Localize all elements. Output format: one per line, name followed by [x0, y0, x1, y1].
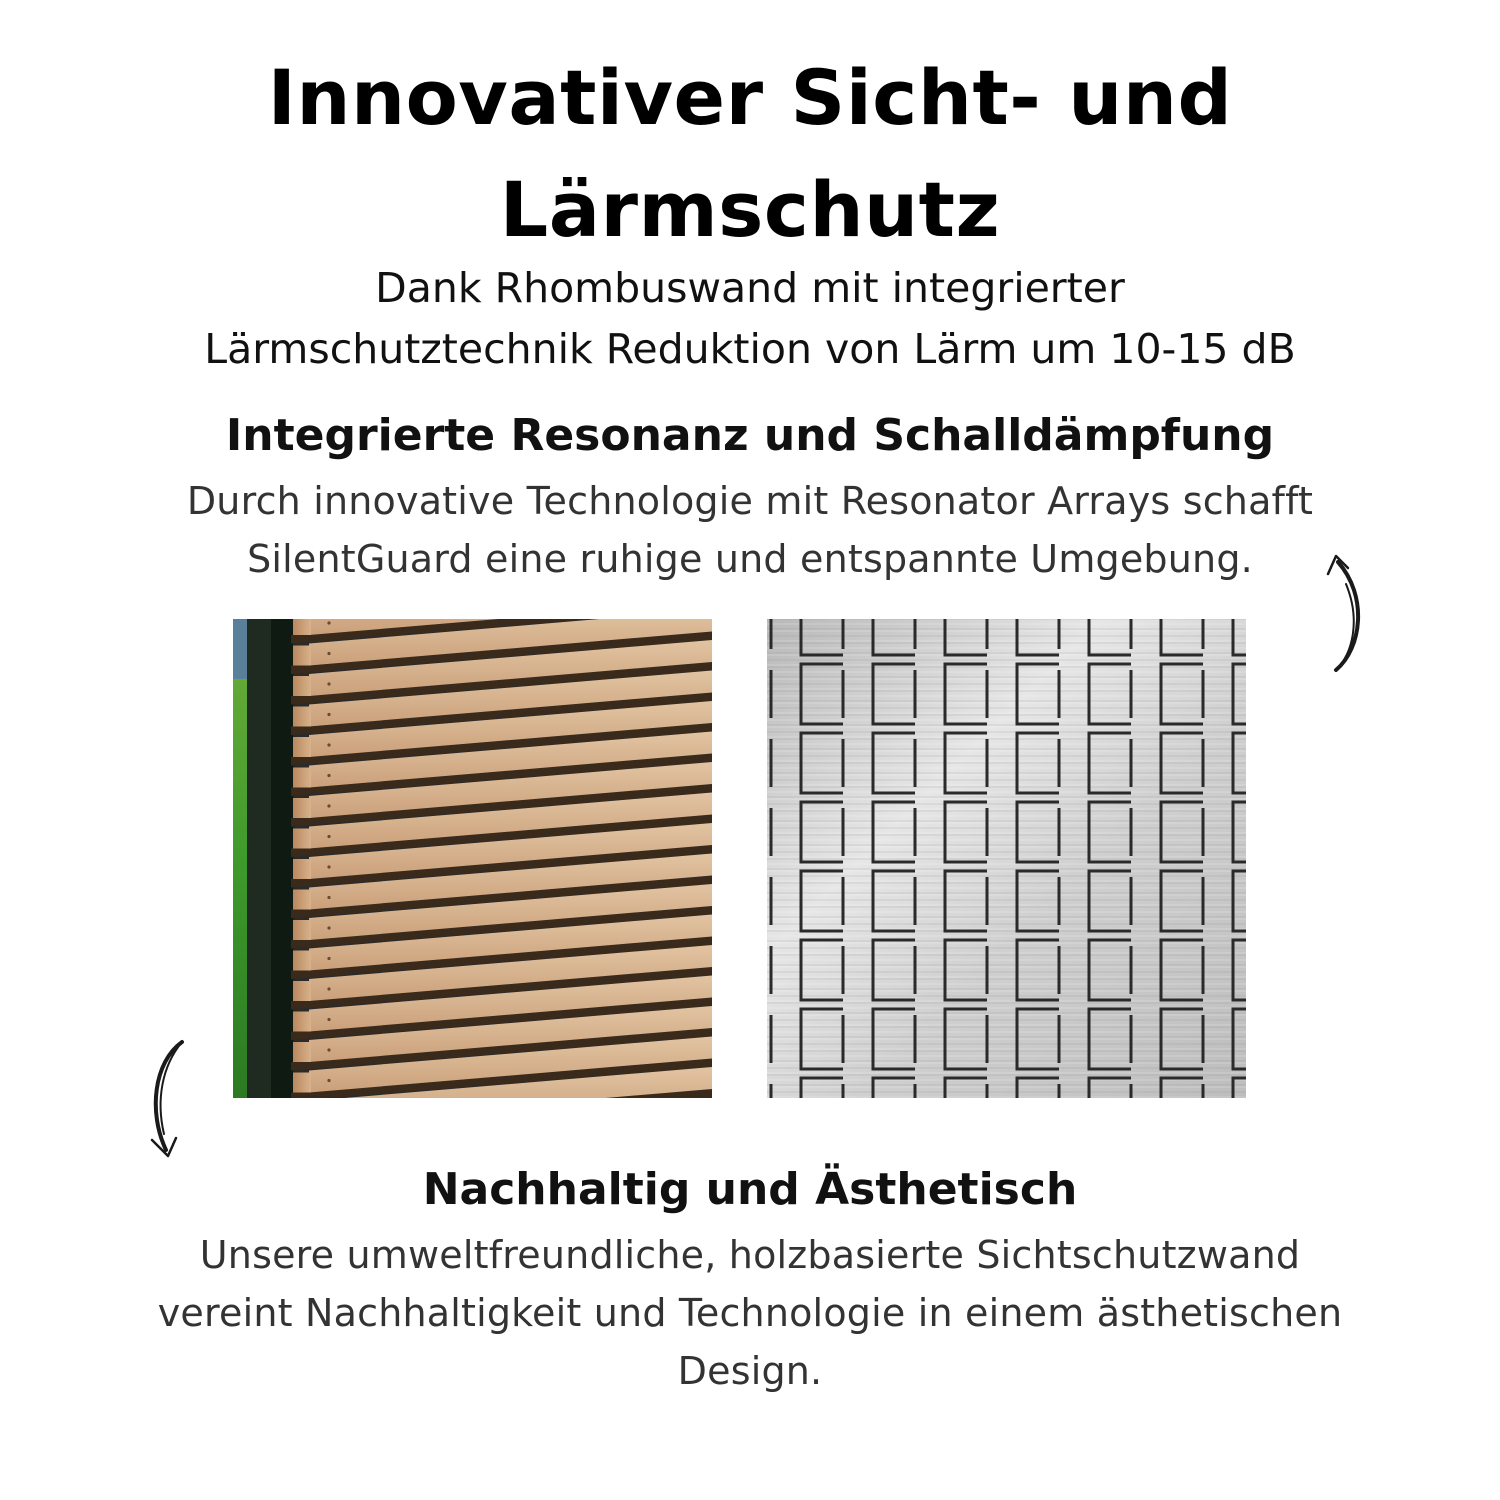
- slat-screw: [327, 835, 330, 838]
- slat-screw: [327, 682, 330, 685]
- section-sustainable-text: [0, 1226, 1500, 1400]
- slat-screw: [327, 865, 330, 868]
- slat-screw: [327, 774, 330, 777]
- slat-screw: [327, 1018, 330, 1021]
- slat-end-grain: [293, 859, 311, 879]
- section-resonance-heading: Integrierte Resonanz und Schalldämpfung: [225, 410, 1275, 461]
- page-subtitle: [0, 258, 1500, 380]
- brushed-steel-resonator-panel-photo: [767, 619, 1246, 1098]
- section-sustainable-text-line-3: Design.: [677, 1349, 823, 1393]
- section-resonance-text-line-1: Durch innovative Technologie mit Resonator Arrays schafft: [186, 479, 1314, 523]
- slat-end-grain: [293, 676, 311, 696]
- slat-end-grain: [293, 707, 311, 727]
- slat-end-grain: [293, 619, 311, 635]
- slat-screw: [327, 987, 330, 990]
- page-title: [0, 42, 1500, 266]
- slat-end-grain: [293, 798, 311, 818]
- section-resonance-text: [0, 472, 1500, 588]
- slat-screw: [327, 652, 330, 655]
- page-title-line-1: Innovativer Sicht- und: [267, 53, 1233, 142]
- slat-screw: [327, 743, 330, 746]
- curved-arrow-down-icon: [138, 1036, 198, 1166]
- curved-arrow-up-icon: [1318, 548, 1378, 678]
- slat-end-grain: [293, 1012, 311, 1032]
- page-subtitle-line-2: Lärmschutztechnik Reduktion von Lärm um 10-15 dB: [204, 325, 1296, 373]
- slat-end-grain: [293, 951, 311, 971]
- slat-end-grain: [293, 890, 311, 910]
- slat-screw: [327, 896, 330, 899]
- slat-end-grain: [293, 920, 311, 940]
- section-resonance-text-line-2: SilentGuard eine ruhige und entspannte Umgebung.: [247, 537, 1253, 581]
- slat-screw: [327, 926, 330, 929]
- slat-end-grain: [293, 981, 311, 1001]
- section-sustainable-heading: Nachhaltig und Ästhetisch: [422, 1164, 1078, 1215]
- slat-screw: [327, 804, 330, 807]
- slat-end-grain: [293, 646, 311, 666]
- slat-end-grain: [293, 737, 311, 757]
- slat-screw: [327, 957, 330, 960]
- slat-screw: [327, 621, 330, 624]
- slat-end-grain: [293, 768, 311, 788]
- slat-screw: [327, 713, 330, 716]
- slat-end-grain: [293, 829, 311, 849]
- slat-end-grain: [293, 1073, 311, 1093]
- slat-screw: [327, 1079, 330, 1082]
- section-sustainable-text-line-2: vereint Nachhaltigkeit und Technologie in einem ästhetischen: [157, 1291, 1343, 1335]
- page-subtitle-line-1: Dank Rhombuswand mit integrierter: [375, 264, 1125, 312]
- slat-screw: [327, 1048, 330, 1051]
- page-title-line-2: Lärmschutz: [499, 165, 1001, 254]
- section-sustainable-text-line-1: Unsere umweltfreundliche, holzbasierte Sichtschutzwand: [199, 1233, 1301, 1277]
- wooden-slat-fence-photo: [233, 619, 712, 1098]
- slat-end-grain: [293, 1042, 311, 1062]
